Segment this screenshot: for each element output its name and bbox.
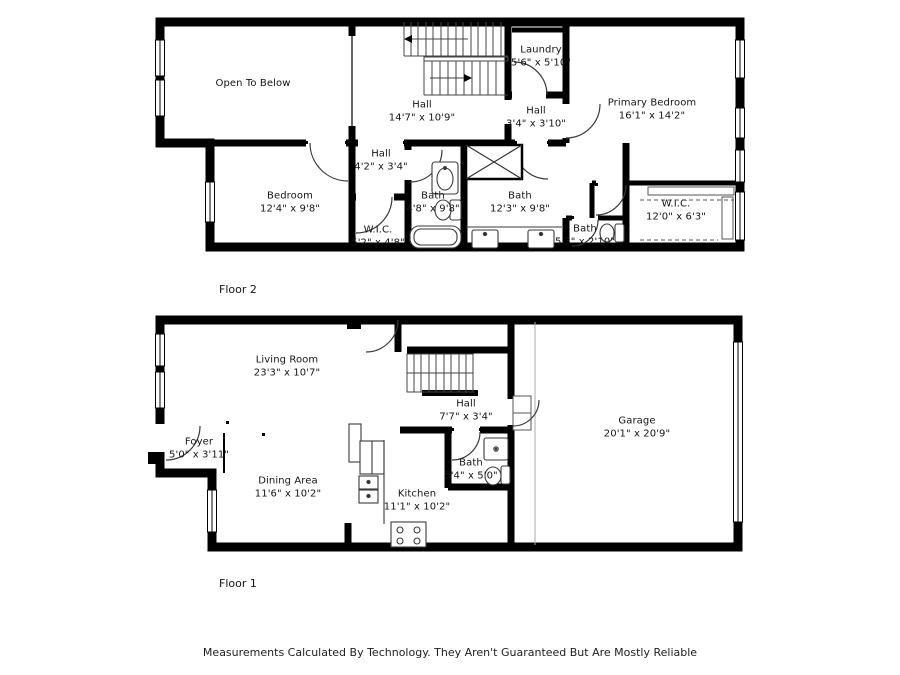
entry-wall-bump — [148, 452, 164, 464]
shower-icon — [466, 145, 522, 179]
room-label-hall-f1: Hall 7'7" x 3'4" — [439, 398, 493, 422]
room-label-bath-small: Bath 5'3" x 2'10" — [555, 223, 615, 247]
room-label-hall-small: Hall 3'4" x 3'10" — [506, 105, 566, 129]
room-label-bath-main: Bath 12'3" x 9'8" — [490, 190, 550, 214]
room-label-wic-small: W.I.C. 5'2" x 4'8" — [351, 224, 405, 248]
room-label-bedroom: Bedroom 12'4" x 9'8" — [260, 190, 320, 214]
room-label-laundry: Laundry 5'6" x 5'10" — [511, 44, 571, 68]
room-label-hall-42: Hall 4'2" x 3'4" — [354, 148, 408, 172]
room-label-hall-main: Hall 14'7" x 10'9" — [388, 99, 456, 123]
entry-door-opening — [154, 424, 166, 452]
room-label-living-room: Living Room 23'3" x 10'7" — [253, 354, 321, 378]
room-label-kitchen: Kitchen 11'1" x 10'2" — [383, 488, 451, 512]
room-label-bath-f1: Bath 5'4" x 5'0" — [444, 457, 498, 481]
room-label-dining-area: Dining Area 11'6" x 10'2" — [254, 475, 322, 499]
room-label-primary-bedroom: Primary Bedroom 16'1" x 14'2" — [607, 97, 697, 121]
floor1-label: Floor 1 — [219, 577, 257, 590]
floor2-label: Floor 2 — [219, 283, 257, 296]
wall-stub — [347, 318, 361, 329]
room-label-wic-right: W.I.C. 12'0" x 6'3" — [646, 198, 706, 222]
room-label-bath-left: Bath 4'8" x 9'8" — [406, 190, 460, 214]
room-label-foyer: Foyer 5'0" x 3'11" — [169, 436, 229, 460]
room-label-garage: Garage 20'1" x 20'9" — [603, 415, 671, 439]
disclaimer-text: Measurements Calculated By Technology. They Aren't Guaranteed But Are Mostly Reliable — [202, 646, 698, 659]
room-label-open-to-below: Open To Below — [215, 77, 291, 89]
